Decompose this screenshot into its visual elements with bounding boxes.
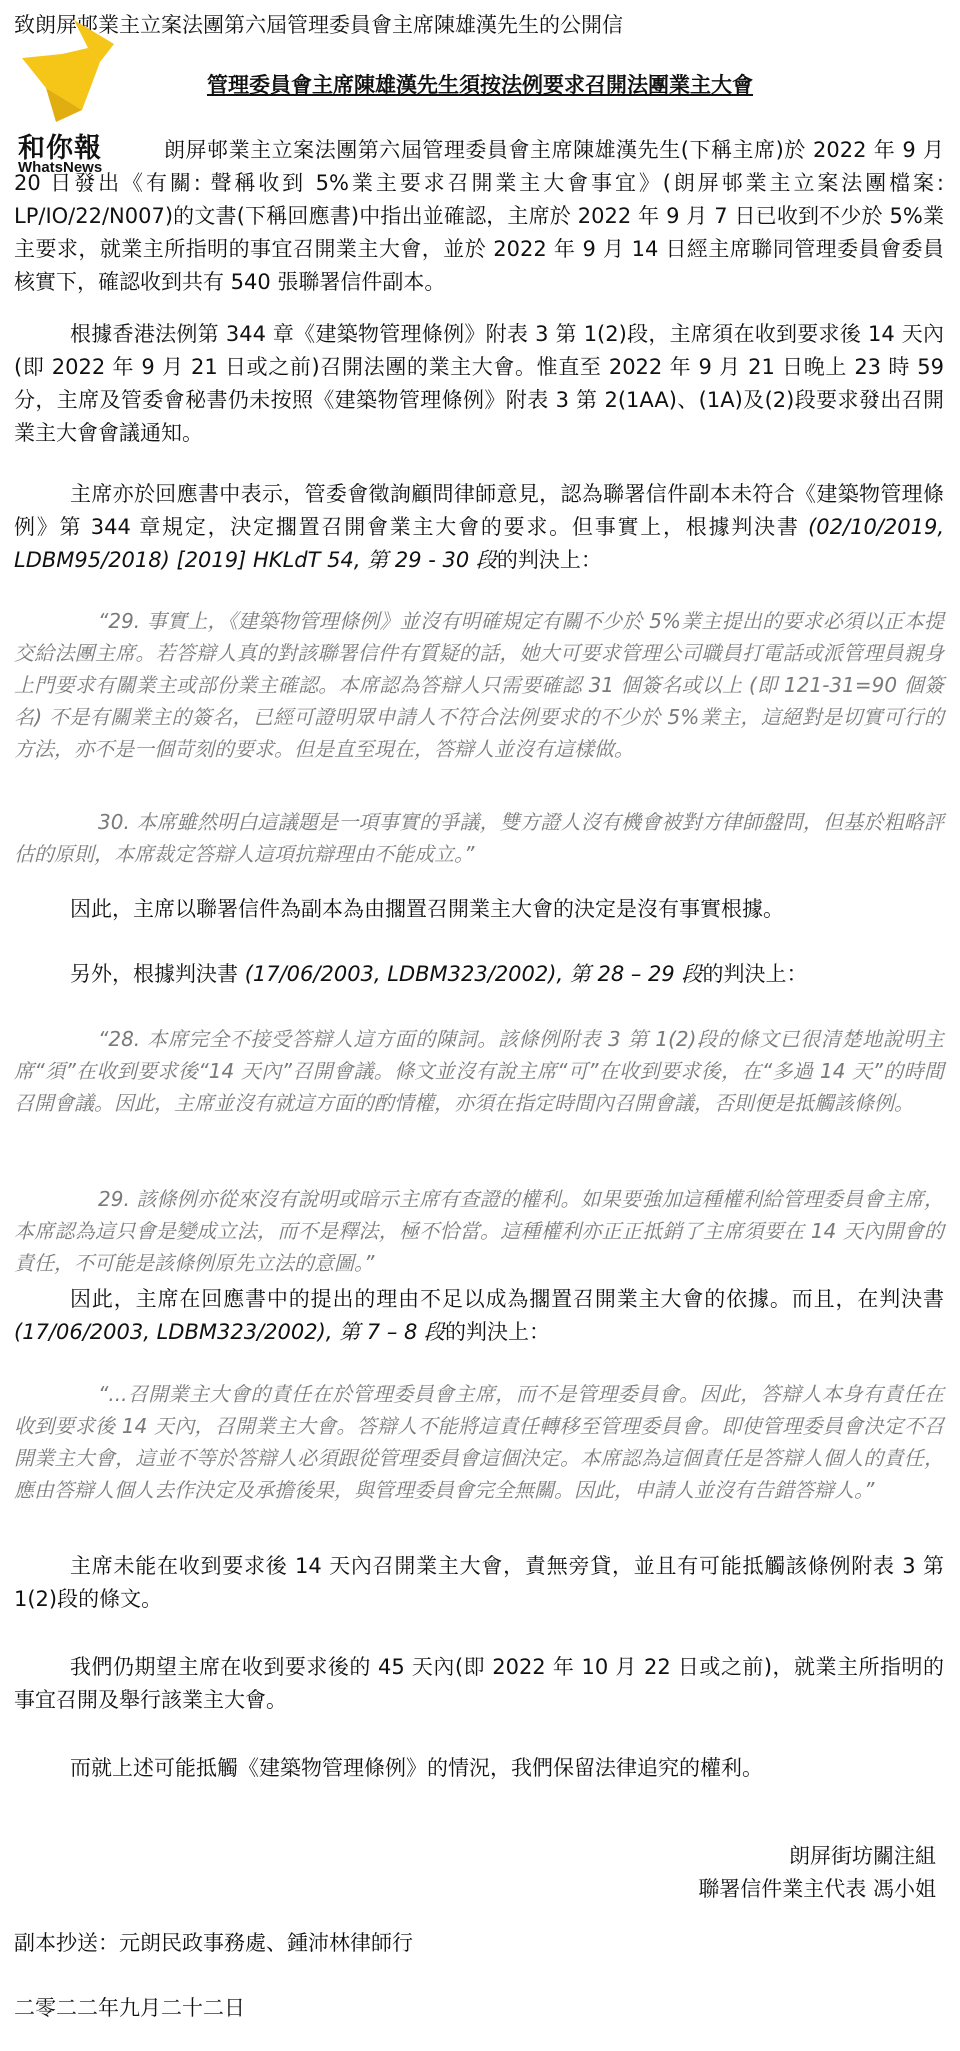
- paragraph-4: 因此，主席以聯署信件為副本為由擱置召開業主大會的決定是沒有事實根據。: [70, 897, 784, 921]
- paragraph-3-end: 的判決上：: [496, 548, 602, 572]
- paragraph-5: [14, 958, 944, 991]
- paragraph-6-text: 因此，主席在回應書中的提出的理由不足以成為擱置召開業主大會的依據。而且，在判決書: [70, 1287, 944, 1311]
- letter-date: 二零二二年九月二十二日: [14, 1996, 245, 2020]
- signature-representative: 聯署信件業主代表 馮小姐: [698, 1877, 936, 1901]
- paragraph-9: 而就上述可能抵觸《建築物管理條例》的情況，我們保留法律追究的權利。: [70, 1756, 763, 1780]
- quote-paragraph-29: “29. 事實上，《建築物管理條例》並沒有明確規定有關不少於 5%業主提出的要求必須以正本提交給法團主席。若答辯人真的對該聯署信件有質疑的話，她大可要求管理公司職員打電話或派管理員親身上門要求有關業主或部份業主確認。本席認為答辯人只需要確認 31 個簽名或以上 (即 121-31=90 個簽名) 不是有關業主的簽名，已經可證明眾申請人不符合法例要求的不少於 5%業主，這絕對是切實可行的方法，亦不是一個苛刻的要求。但是直至現在，答辯人並沒有這樣做。: [14, 609, 944, 761]
- paragraph-8: 我們仍期望主席在收到要求後的 45 天內(即 2022 年 10 月 22 日或之前)，就業主所指明的事宜召開及舉行該業主大會。: [14, 1655, 944, 1712]
- paragraph-7: 主席未能在收到要求後 14 天內召開業主大會，責無旁貸，並且有可能抵觸該條例附表 3 第 1(2)段的條文。: [14, 1554, 944, 1611]
- quote-paragraph-29b: 29. 該條例亦從來沒有說明或暗示主席有查證的權利。如果要強加這種權利給管理委員會主席，本席認為這只會是變成立法，而不是釋法，極不恰當。這種權利亦正正抵銷了主席須要在 14 天內開會的責任，不可能是該條例原先立法的意圖。”: [14, 1187, 944, 1275]
- logo-english-name: WhatsNews: [18, 159, 103, 176]
- quote-paragraph-30: 30. 本席雖然明白這議題是一項事實的爭議，雙方證人沒有機會被對方律師盤問，但基於粗略評估的原則，本席裁定答辯人這項抗辯理由不能成立。”: [14, 810, 944, 866]
- paragraph-5-end: 的判決上：: [702, 962, 808, 986]
- quote-paragraph-28: “28. 本席完全不接受答辯人這方面的陳詞。該條例附表 3 第 1(2)段的條文已很清楚地說明主席“須”在收到要求後“14 天內”召開會議。條文並沒有說主席“可”在收到要求後，在“多過 14 天”的時間召開會議。因此，主席並沒有就這方面的酌情權，亦須在指定時間內召開會議，否則便是抵觸該條例。: [14, 1027, 944, 1115]
- letter-addressee: 致朗屏邨業主立案法團第六屆管理委員會主席陳雄漢先生的公開信: [14, 13, 623, 37]
- quote-paragraph-7-8: “...召開業主大會的責任在於管理委員會主席，而不是管理委員會。因此，答辯人本身有責任在收到要求後 14 天內，召開業主大會。答辯人不能將這責任轉移至管理委員會。即使管理委員會決定不召開業主大會，這並不等於答辯人必須跟從管理委員會這個決定。本席認為這個責任是答辯人個人的責任，應由答辯人個人去作決定及承擔後果，與管理委員會完全無關。因此，申請人並沒有告錯答辯人。”: [14, 1382, 944, 1502]
- paragraph-3: [14, 478, 944, 577]
- paragraph-2: 根據香港法例第 344 章《建築物管理條例》附表 3 第 1(2)段，主席須在收到要求後 14 天內(即 2022 年 9 月 21 日或之前)召開法團的業主大會。惟直至 2022 年 9 月 21 日晚上 23 時 59 分，主席及管委會秘書仍未按照《建築物管理條例》附表 3 第 2(1AA)、(1A)及(2)段要求發出召開業主大會會議通知。: [14, 322, 944, 445]
- carbon-copy-line: 副本抄送：元朗民政事務處、鍾沛林律師行: [14, 1931, 413, 1955]
- logo-chinese-name: 和你報: [18, 133, 102, 164]
- judgment-citation-3: (17/06/2003, LDBM323/2002), 第 7 – 8 段: [14, 1320, 446, 1344]
- judgment-citation-1: (02/10/2019, LDBM95/2018) [2019] HKLdT 54, 第 29 - 30 段: [14, 515, 944, 572]
- paragraph-6: [14, 1283, 944, 1349]
- judgment-citation-2: (17/06/2003, LDBM323/2002), 第 28 – 29 段: [244, 962, 703, 986]
- paragraph-1: 朗屏邨業主立案法團第六屆管理委員會主席陳雄漢先生(下稱主席)於 2022 年 9 月 20 日發出《有關: 聲稱收到 5%業主要求召開業主大會事宜》(朗屏邨業主立案法團檔案: LP/IO/22/N007)的文書(下稱回應書)中指出並確認，主席於 2022 年 9 月 7 日已收到不少於 5%業主要求，就業主所指明的事宜召開業主大會，並於 2022 年 9 月 14 日經主席聯同管理委員會委員核實下，確認收到共有 540 張聯署信件副本。: [14, 138, 944, 294]
- signature-organization: 朗屏街坊關注組: [789, 1844, 936, 1868]
- paragraph-5-text: 另外，根據判決書: [70, 962, 245, 986]
- paragraph-3-text: 主席亦於回應書中表示，管委會徵詢顧問律師意見，認為聯署信件副本未符合《建築物管理條例》第 344 章規定，決定擱置召開會業主大會的要求。但事實上，根據判決書: [14, 482, 944, 539]
- paragraph-6-end: 的判決上：: [445, 1320, 551, 1344]
- letter-headline: 管理委員會主席陳雄漢先生須按法例要求召開法團業主大會: [207, 73, 753, 97]
